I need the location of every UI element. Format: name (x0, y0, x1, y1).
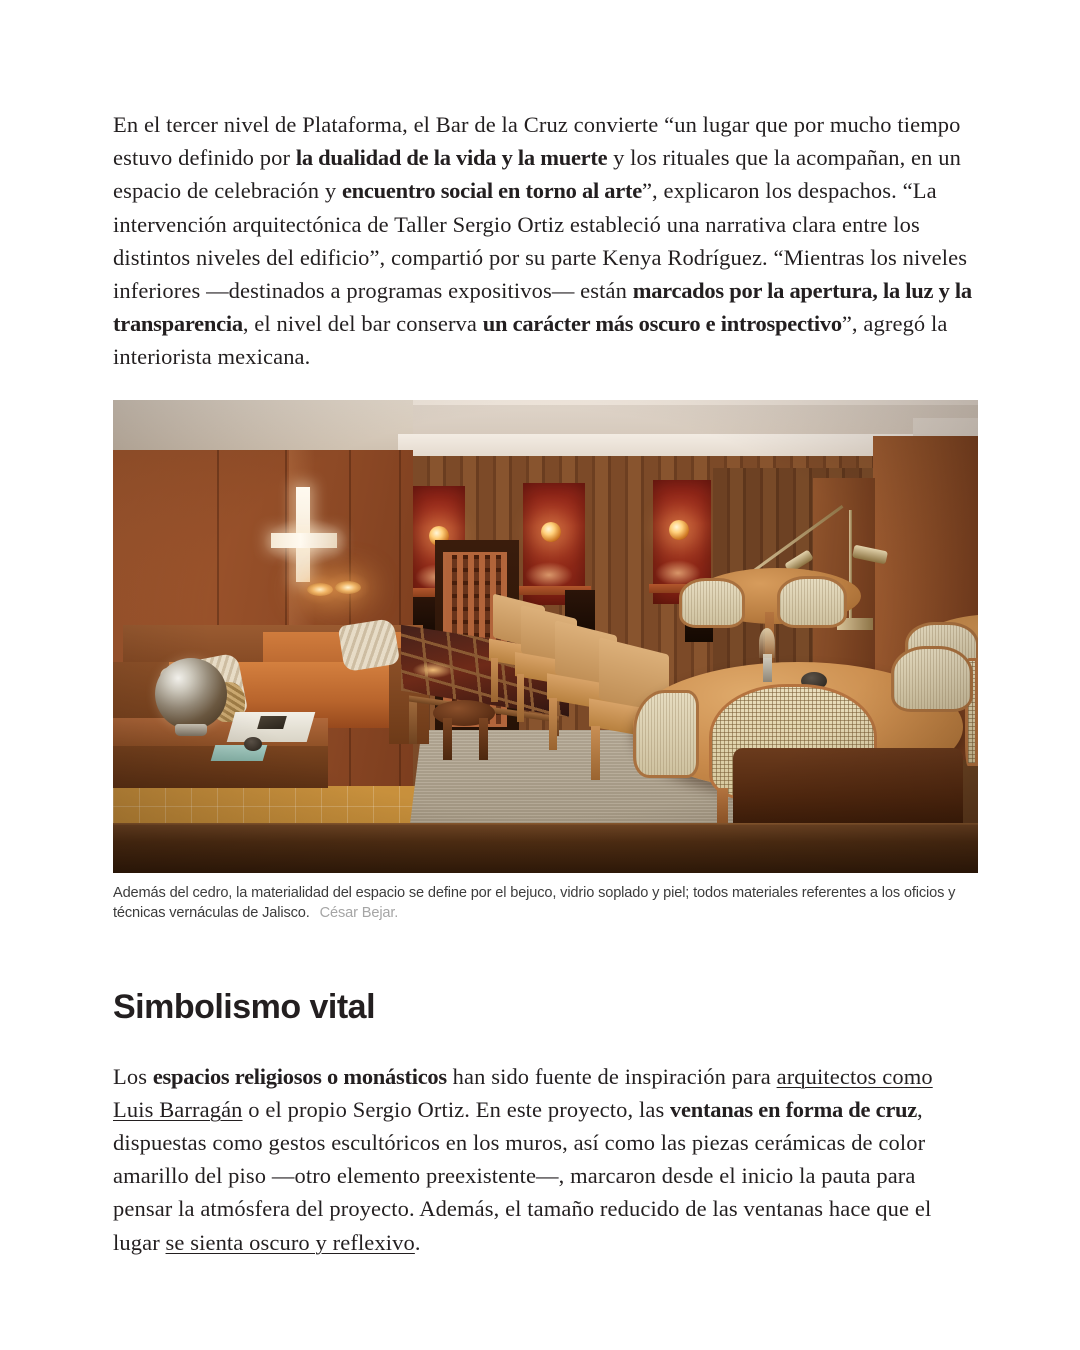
photo-credit: César Bejar. (319, 905, 399, 922)
caption-text: Además del cedro, la materialidad del espacio se define por el bejuco, vidrio soplado y piel; todos materiales referentes a los oficios y técnicas vernáculas de Jalisco. (113, 884, 956, 922)
paragraph-simbolismo (113, 1060, 973, 1259)
emphasis-text: marcados por la apertura, la luz y la transparencia (113, 278, 972, 337)
emphasis-text: un carácter más oscuro e introspectivo (482, 311, 842, 337)
body-text-run: . (414, 1229, 421, 1255)
figure-caption (113, 883, 975, 924)
emphasis-text: encuentro social en torno al arte (341, 178, 642, 204)
inline-link[interactable]: arquitectos como Luis Barragán (113, 1063, 933, 1122)
paragraph-intro (113, 108, 973, 374)
body-text-run: , dispuestas como gestos escultóricos en los muros, así como las piezas cerámicas de color amarillo del piso —otro elemento preexistente—, marcaron desde el inicio la pauta para pensar la atmósfera del proyecto. Además, el tamaño reducido de las ventanas hace que el lugar (113, 1096, 932, 1255)
body-text-run: y los rituales que la acompañan, en un espacio de celebración y (113, 145, 961, 204)
body-text-run: Los (113, 1063, 153, 1089)
emphasis-text: la dualidad de la vida y la muerte (295, 145, 608, 171)
emphasis-text: ventanas en forma de cruz (670, 1096, 918, 1122)
section-heading: Simbolismo vital (113, 987, 376, 1026)
article-figure (113, 400, 978, 924)
inline-link[interactable]: se sienta oscuro y reflexivo (165, 1229, 415, 1255)
interior-photograph (113, 400, 978, 873)
article-content-column (113, 0, 973, 1281)
body-text-run: ”, agregó la interiorista mexicana. (113, 311, 948, 370)
body-text-run: En el tercer nivel de Plataforma, el Bar de la Cruz convierte “un lugar que por mucho tiempo estuvo definido por (113, 112, 961, 171)
body-text-run: ”, explicaron los despachos. “La intervención arquitectónica de Taller Sergio Ortiz estableció una narrativa clara entre los distintos niveles del edificio”, compartió por su parte Kenya Rodríguez. “Mientras los niveles inferiores —destinados a programas expositivos— están (113, 178, 968, 304)
body-text-run: o el propio Sergio Ortiz. En este proyecto, las (242, 1096, 671, 1122)
emphasis-text: espacios religiosos o monásticos (152, 1063, 447, 1089)
photo-vignette (113, 400, 978, 873)
body-text-run: , el nivel del bar conserva (242, 311, 483, 337)
body-text-run: han sido fuente de inspiración para (446, 1063, 777, 1089)
